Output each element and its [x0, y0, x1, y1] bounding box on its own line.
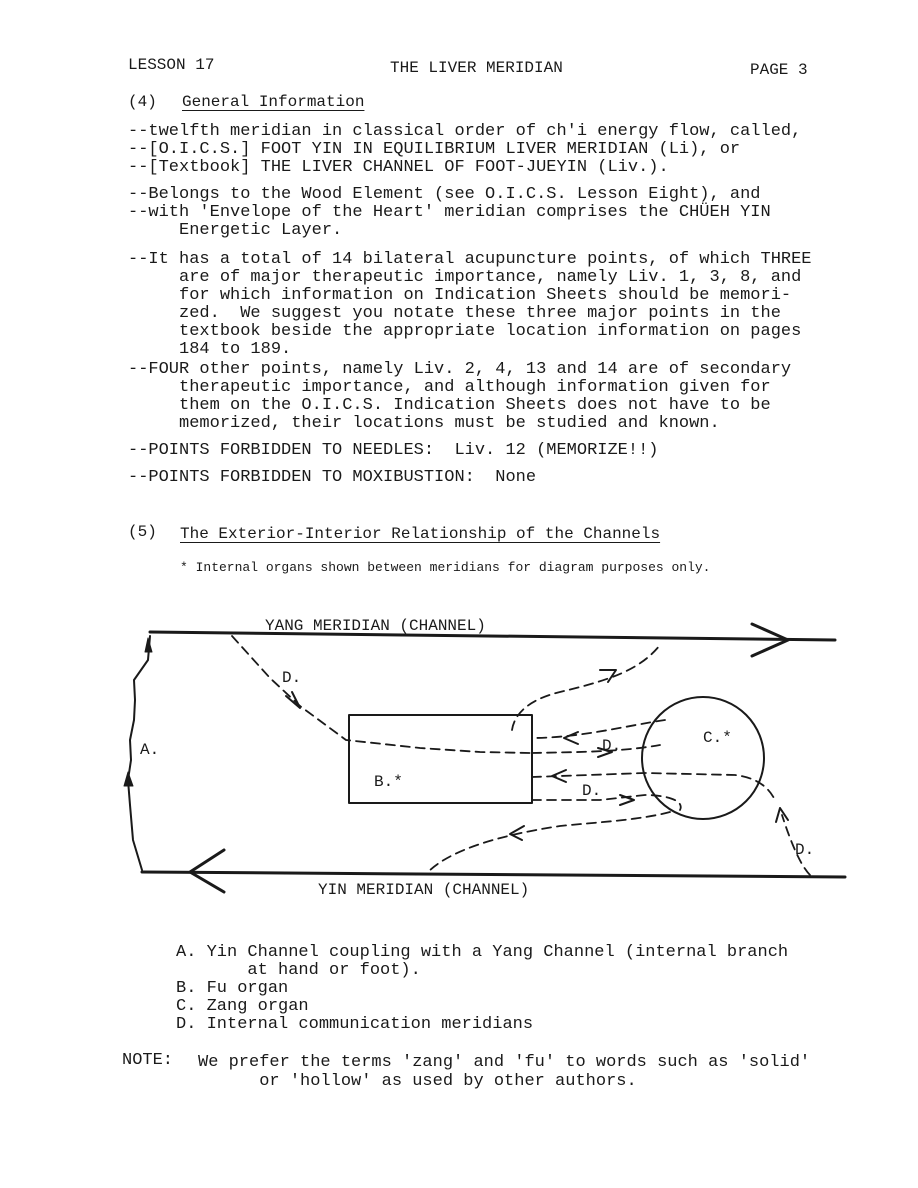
info-line: for which information on Indication Sheets should be memori- — [128, 286, 792, 305]
legend-item: A. Yin Channel coupling with a Yang Channel (internal branch — [176, 943, 789, 962]
note-line: We prefer the terms 'zang' and 'fu' to words such as 'solid' — [198, 1053, 811, 1072]
label-b: B.* — [374, 773, 403, 791]
info-line: therapeutic importance, and although information given for — [128, 378, 771, 397]
info-line: --POINTS FORBIDDEN TO MOXIBUSTION: None — [128, 468, 537, 487]
legend-item: at hand or foot). — [176, 961, 421, 980]
yin-meridian-line — [142, 872, 845, 877]
yang-meridian-label: YANG MERIDIAN (CHANNEL) — [265, 617, 486, 635]
note-label: NOTE: — [122, 1051, 174, 1070]
section-4-heading: General Information — [182, 93, 365, 111]
yin-meridian-label: YIN MERIDIAN (CHANNEL) — [318, 881, 530, 899]
page-title: THE LIVER MERIDIAN — [390, 59, 563, 77]
comm-meridian-c-to-b-upper — [532, 720, 665, 738]
info-line: them on the O.I.C.S. Indication Sheets does not have to be — [128, 396, 771, 415]
comm-meridian-b-to-yang — [512, 645, 660, 730]
zang-organ-circle — [642, 697, 764, 819]
section-4-number: (4) — [128, 93, 157, 111]
info-line: --Belongs to the Wood Element (see O.I.C.S. Lesson Eight), and — [128, 185, 761, 204]
channel-relationship-diagram — [0, 600, 918, 920]
section-5-number: (5) — [128, 523, 157, 541]
info-line: Energetic Layer. — [128, 221, 343, 240]
lesson-label: LESSON 17 — [128, 56, 215, 74]
label-c: C.* — [703, 729, 732, 747]
info-line: 184 to 189. — [128, 340, 292, 359]
coupling-arrow-up-icon — [124, 772, 133, 786]
arrow-icon — [564, 732, 578, 744]
info-line: --[O.I.C.S.] FOOT YIN IN EQUILIBRIUM LIVER MERIDIAN (Li), or — [128, 140, 741, 159]
info-line: textbook beside the appropriate location information on pages — [128, 322, 802, 341]
legend-item: D. Internal communication meridians — [176, 1015, 534, 1034]
legend-item: C. Zang organ — [176, 997, 309, 1016]
general-info-body — [128, 123, 868, 493]
comm-meridian-c-to-yin — [428, 812, 670, 872]
label-d: D. — [795, 841, 815, 859]
page-number: PAGE 3 — [750, 61, 808, 79]
section-5-heading: The Exterior-Interior Relationship of the Channels — [180, 525, 661, 543]
legend-item: B. Fu organ — [176, 979, 289, 998]
info-line: --FOUR other points, namely Liv. 2, 4, 13 and 14 are of secondary — [128, 360, 792, 379]
info-line: zed. We suggest you notate these three major points in the — [128, 304, 781, 323]
info-line: --It has a total of 14 bilateral acupuncture points, of which THREE — [128, 250, 812, 269]
comm-meridian-yang-to-b — [232, 636, 530, 753]
label-d: D. — [582, 782, 602, 800]
info-line: --with 'Envelope of the Heart' meridian comprises the CHÜEH YIN — [128, 203, 771, 222]
comm-meridian-b-to-c-lower — [532, 795, 681, 810]
info-line: --POINTS FORBIDDEN TO NEEDLES: Liv. 12 (MEMORIZE!!) — [128, 441, 659, 460]
info-line: --twelfth meridian in classical order of ch'i energy flow, called, — [128, 122, 802, 141]
label-d: D. — [282, 669, 302, 687]
diagram-note: * Internal organs shown between meridians for diagram purposes only. — [180, 560, 711, 575]
yang-meridian-line — [150, 632, 835, 640]
info-line: --[Textbook] THE LIVER CHANNEL OF FOOT-JUEYIN (Liv.). — [128, 158, 669, 177]
note-line: or 'hollow' as used by other authors. — [198, 1072, 637, 1091]
comm-meridian-b-to-c-mid — [532, 745, 660, 753]
label-a: A. — [140, 741, 160, 759]
info-line: memorized, their locations must be studied and known. — [128, 414, 720, 433]
diagram-legend — [176, 944, 876, 1039]
info-line: are of major therapeutic importance, namely Liv. 1, 3, 8, and — [128, 268, 802, 287]
label-d: D. — [602, 737, 622, 755]
coupling-arrow-up-icon — [145, 638, 152, 652]
arrow-icon — [620, 795, 634, 805]
